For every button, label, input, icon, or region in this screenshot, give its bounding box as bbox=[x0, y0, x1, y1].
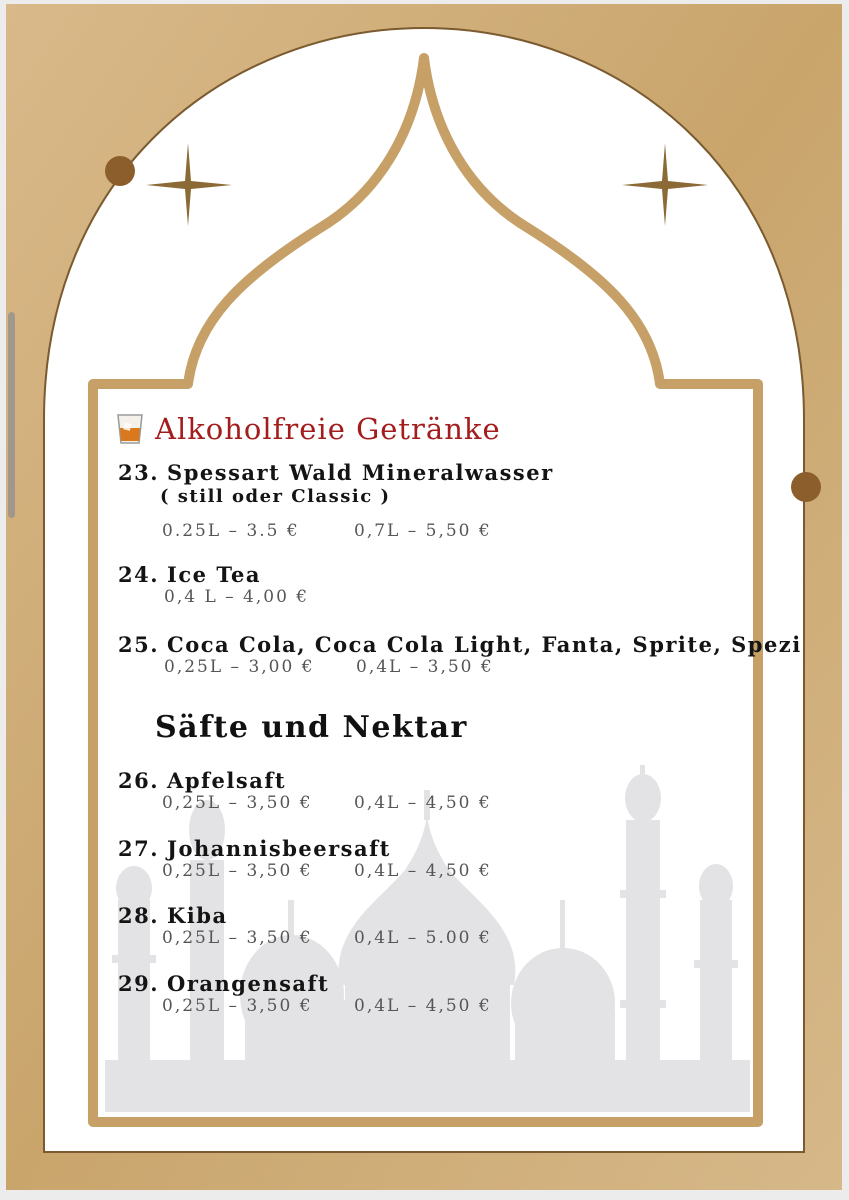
price-small: 0,25L – 3,50 € bbox=[162, 793, 313, 813]
section-heading-saefte: Säfte und Nektar bbox=[155, 710, 468, 745]
menu-item-29 bbox=[118, 971, 492, 1016]
item-number: 25. bbox=[118, 632, 160, 657]
section-heading-alkoholfrei bbox=[115, 412, 501, 446]
price-small: 0,25L – 3,50 € bbox=[162, 928, 313, 948]
menu-item-26 bbox=[118, 768, 492, 813]
item-note: ( still oder Classic ) bbox=[160, 486, 391, 507]
price-large: 0,7L – 5,50 € bbox=[354, 521, 492, 541]
item-number: 26. bbox=[118, 768, 160, 793]
price-small: 0,25L – 3,00 € bbox=[164, 657, 315, 677]
price-small: 0,25L – 3,50 € bbox=[162, 861, 313, 881]
price-large: 0,4L – 3,50 € bbox=[356, 657, 494, 677]
section-title: Alkoholfreie Getränke bbox=[155, 412, 501, 446]
price-small: 0.25L – 3.5 € bbox=[162, 521, 300, 541]
menu-item-27 bbox=[118, 836, 492, 881]
price-large: 0,4L – 5.00 € bbox=[354, 928, 492, 948]
menu-item-28 bbox=[118, 903, 492, 948]
item-number: 28. bbox=[118, 903, 160, 928]
price-small: 0,25L – 3,50 € bbox=[162, 996, 313, 1016]
item-name: Ice Tea bbox=[167, 562, 262, 587]
menu-item-23 bbox=[118, 460, 554, 541]
item-name: Johannisbeersaft bbox=[167, 836, 391, 861]
item-name: Kiba bbox=[167, 903, 228, 928]
price-large: 0,4L – 4,50 € bbox=[354, 996, 492, 1016]
price-large: 0,4L – 4,50 € bbox=[354, 793, 492, 813]
glass-icon bbox=[115, 412, 145, 446]
item-number: 23. bbox=[118, 460, 160, 485]
item-number: 24. bbox=[118, 562, 160, 587]
price-small: 0,4 L – 4,00 € bbox=[164, 587, 310, 607]
item-name: Orangensaft bbox=[167, 971, 330, 996]
menu-item-25 bbox=[118, 632, 802, 677]
item-number: 27. bbox=[118, 836, 160, 861]
item-number: 29. bbox=[118, 971, 160, 996]
price-large: 0,4L – 4,50 € bbox=[354, 861, 492, 881]
item-name: Apfelsaft bbox=[167, 768, 287, 793]
item-name: Coca Cola, Coca Cola Light, Fanta, Sprite, Spezi bbox=[167, 632, 802, 657]
menu-item-24 bbox=[118, 562, 309, 607]
item-name: Spessart Wald Mineralwasser bbox=[167, 460, 554, 485]
